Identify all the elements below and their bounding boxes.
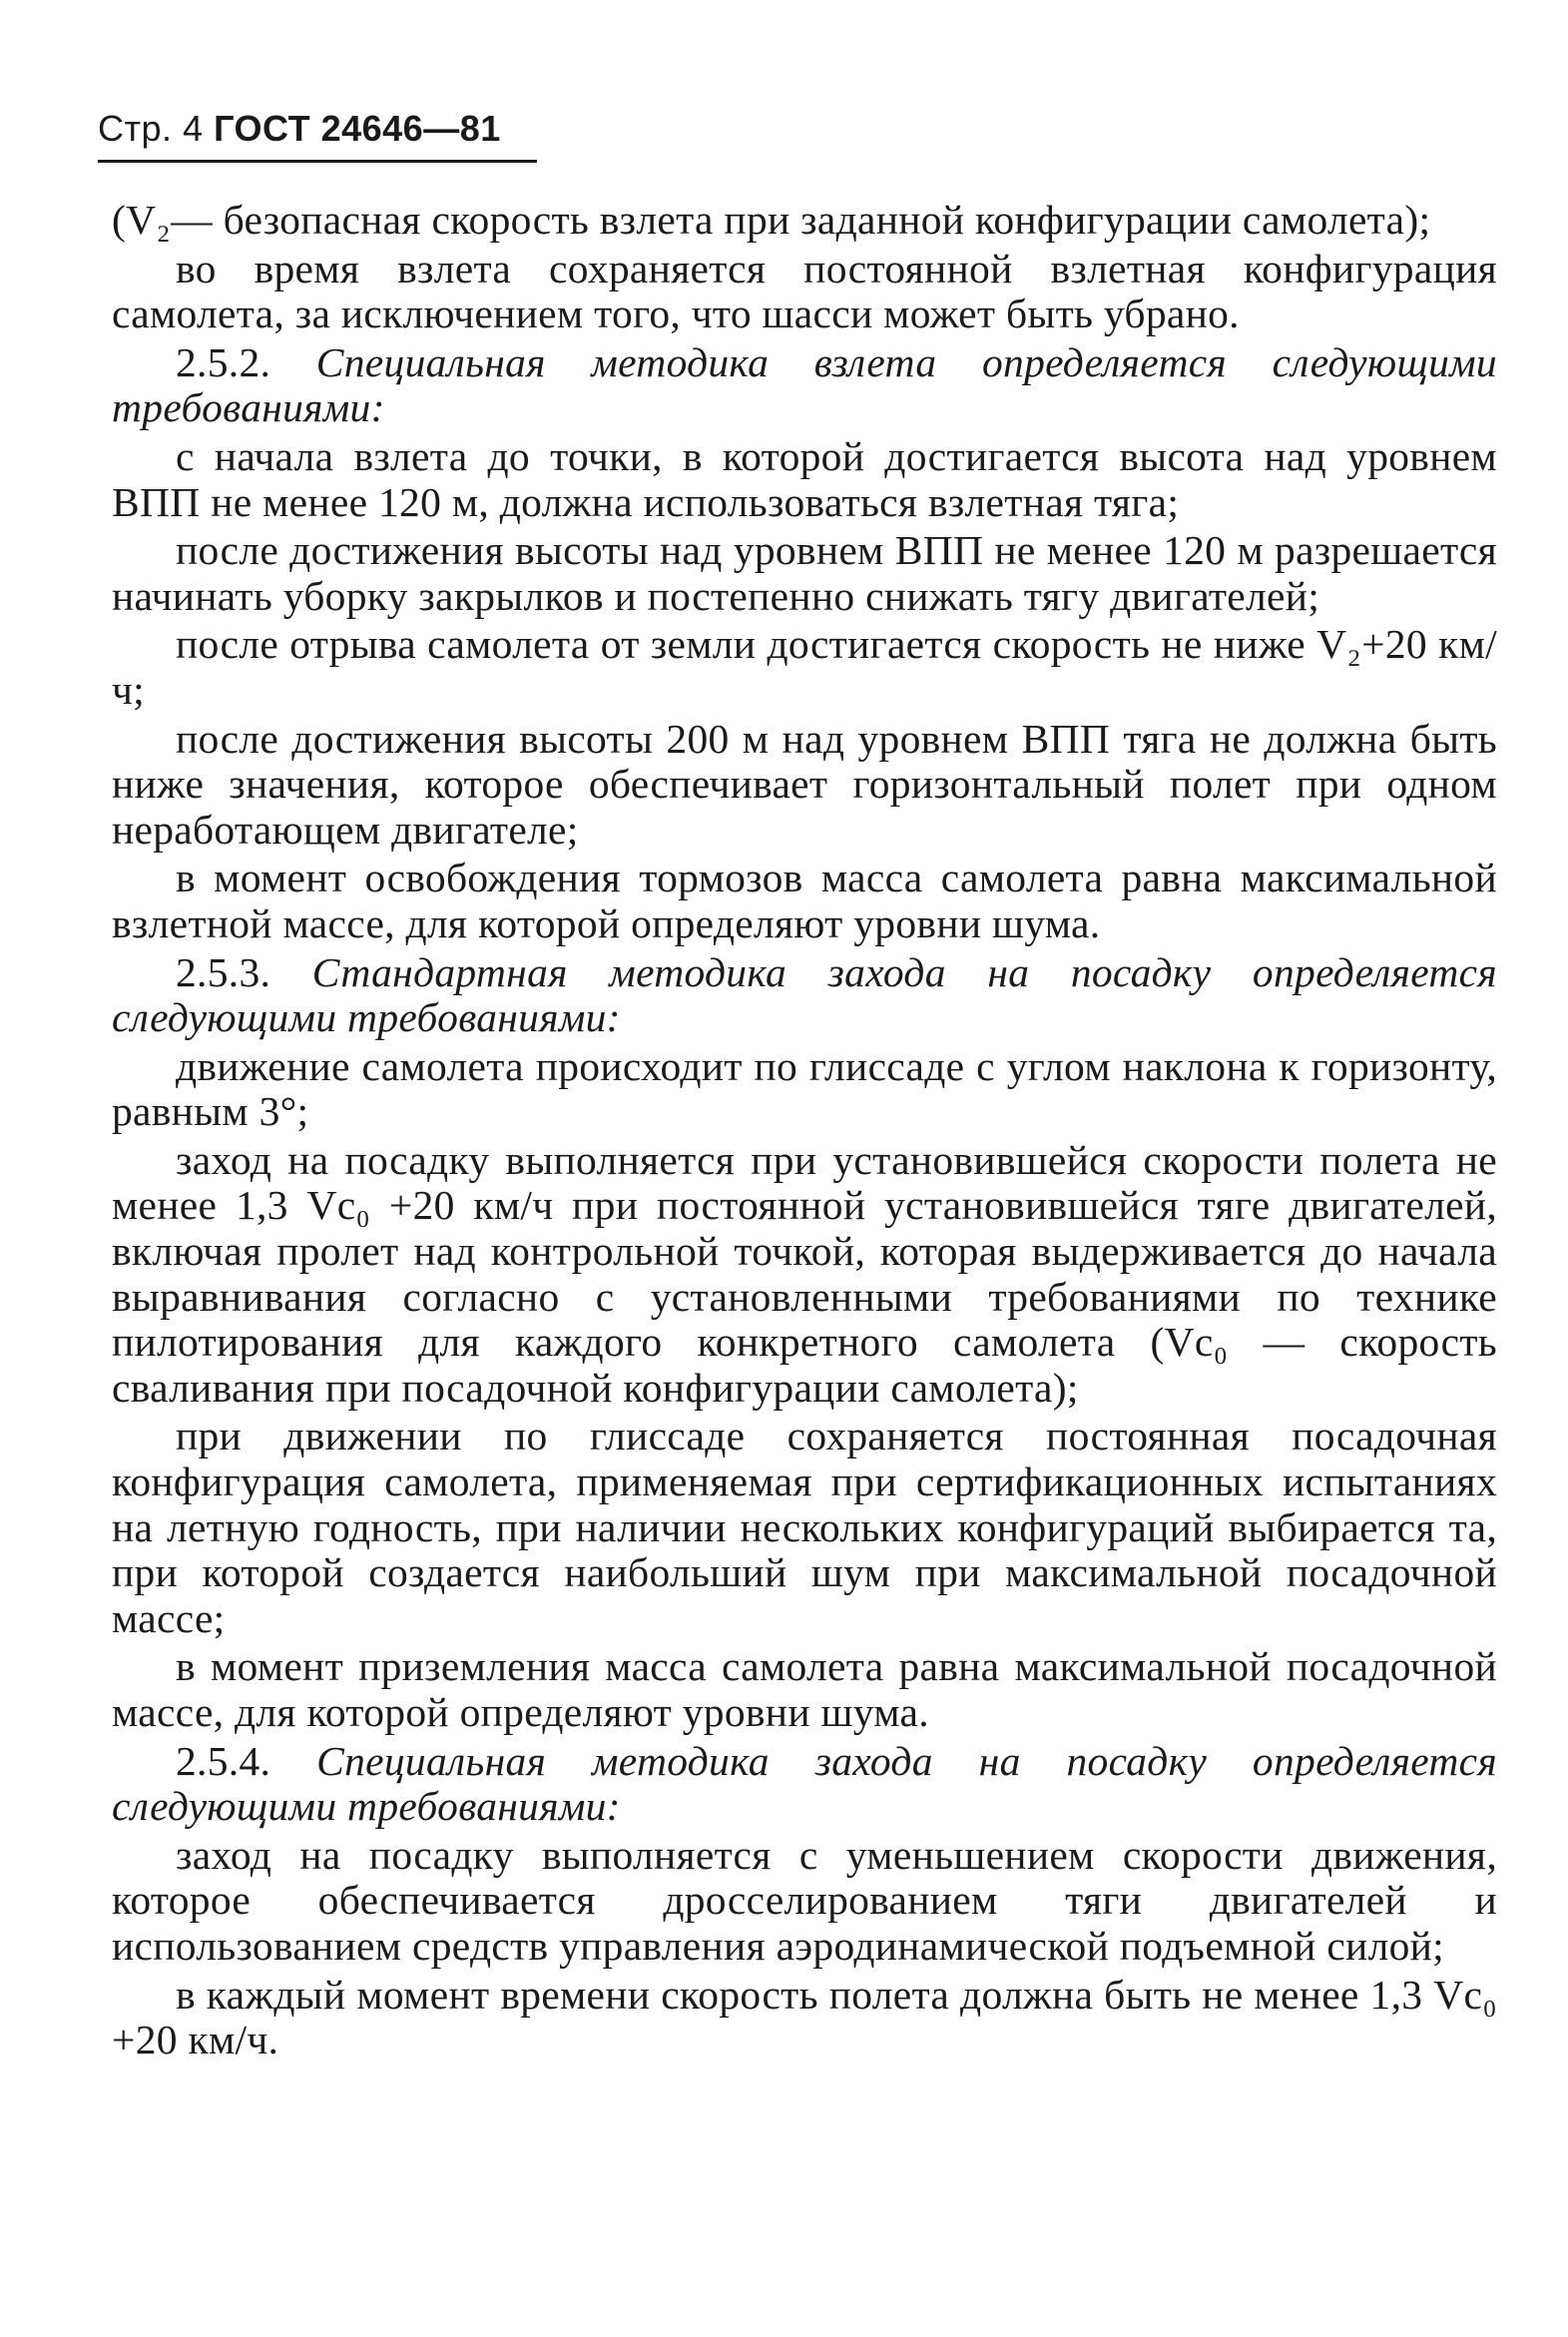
paragraph: в каждый момент времени скорость полета должна быть не менее 1,3 Vс₀ +20 км/ч. [112,1971,1497,2063]
section-title: Специальная методика захода на посадку определяется следующими требованиями: [112,1737,1497,1830]
section-number: 2.5.2. [176,338,271,385]
paragraph: после достижения высоты над уровнем ВПП не менее 120 м разрешается начинать уборку закрылков и постепенно снижать тягу двигателей; [112,527,1497,619]
header-rule [98,160,537,163]
section-heading [112,340,1497,431]
standard-designation: ГОСТ 24646—81 [214,108,501,149]
paragraph: движение самолета происходит по глиссаде с углом наклона к горизонту, равным 3°; [112,1042,1497,1135]
paragraph: с начала взлета до точки, в которой достигается высота над уровнем ВПП не менее 120 м, должна использоваться взлетная тяга; [112,432,1497,525]
section-title: Стандартная методика захода на посадку определяется следующими требованиями: [112,948,1497,1041]
paragraph: при движении по глиссаде сохраняется постоянная посадочная конфигурация самолета, применяемая при сертификационных испытаниях на летную годность, при наличии нескольких конфигураций выбирается та, при которой создается наибольший шум при максимальной посадочной массе; [112,1413,1497,1641]
section-heading [112,1739,1497,1830]
paragraph: в момент приземления масса самолета равна максимальной посадочной массе, для которой определяют уровни шума. [112,1643,1497,1735]
paragraph: в момент освобождения тормозов масса самолета равна максимальной взлетной массе, для которой определяют уровни шума. [112,855,1497,946]
section-heading [112,950,1497,1041]
paragraph: после достижения высоты 200 м над уровнем ВПП тяга не должна быть ниже значения, которое обеспечивает горизонтальный полет при одном неработающем двигателе; [112,715,1497,853]
page-number: Стр. 4 [98,108,204,149]
paragraph: заход на посадку выполняется при установившейся скорости полета не менее 1,3 Vс₀ +20 км/ч при постоянной установившейся тяге двигателей, включая пролет над контрольной точкой, которая выдерживается до начала выравнивания согласно с установленными требованиями по технике пилотирования для каждого конкретного самолета (Vс₀ — скорость сваливания при посадочной конфигурации самолета); [112,1136,1497,1411]
page-header [98,108,501,150]
paragraph: (V₂— безопасная скорость взлета при заданной конфигурации самолета); [112,197,1431,243]
section-number: 2.5.4. [176,1737,271,1784]
paragraph: во время взлета сохраняется постоянной взлетная конфигурация самолета, за исключением того, что шасси может быть убрано. [112,245,1497,337]
paragraph: после отрыва самолета от земли достигается скорость не ниже V₂+20 км/ч; [112,621,1497,713]
section-number: 2.5.3. [176,948,271,995]
paragraph: заход на посадку выполняется с уменьшением скорости движения, которое обеспечивается дросселированием тяги двигателей и использованием средств управления аэродинамической подъемной силой; [112,1831,1497,1969]
section-title: Специальная методика взлета определяется следующими требованиями: [112,338,1497,431]
document-body [112,198,1497,2066]
